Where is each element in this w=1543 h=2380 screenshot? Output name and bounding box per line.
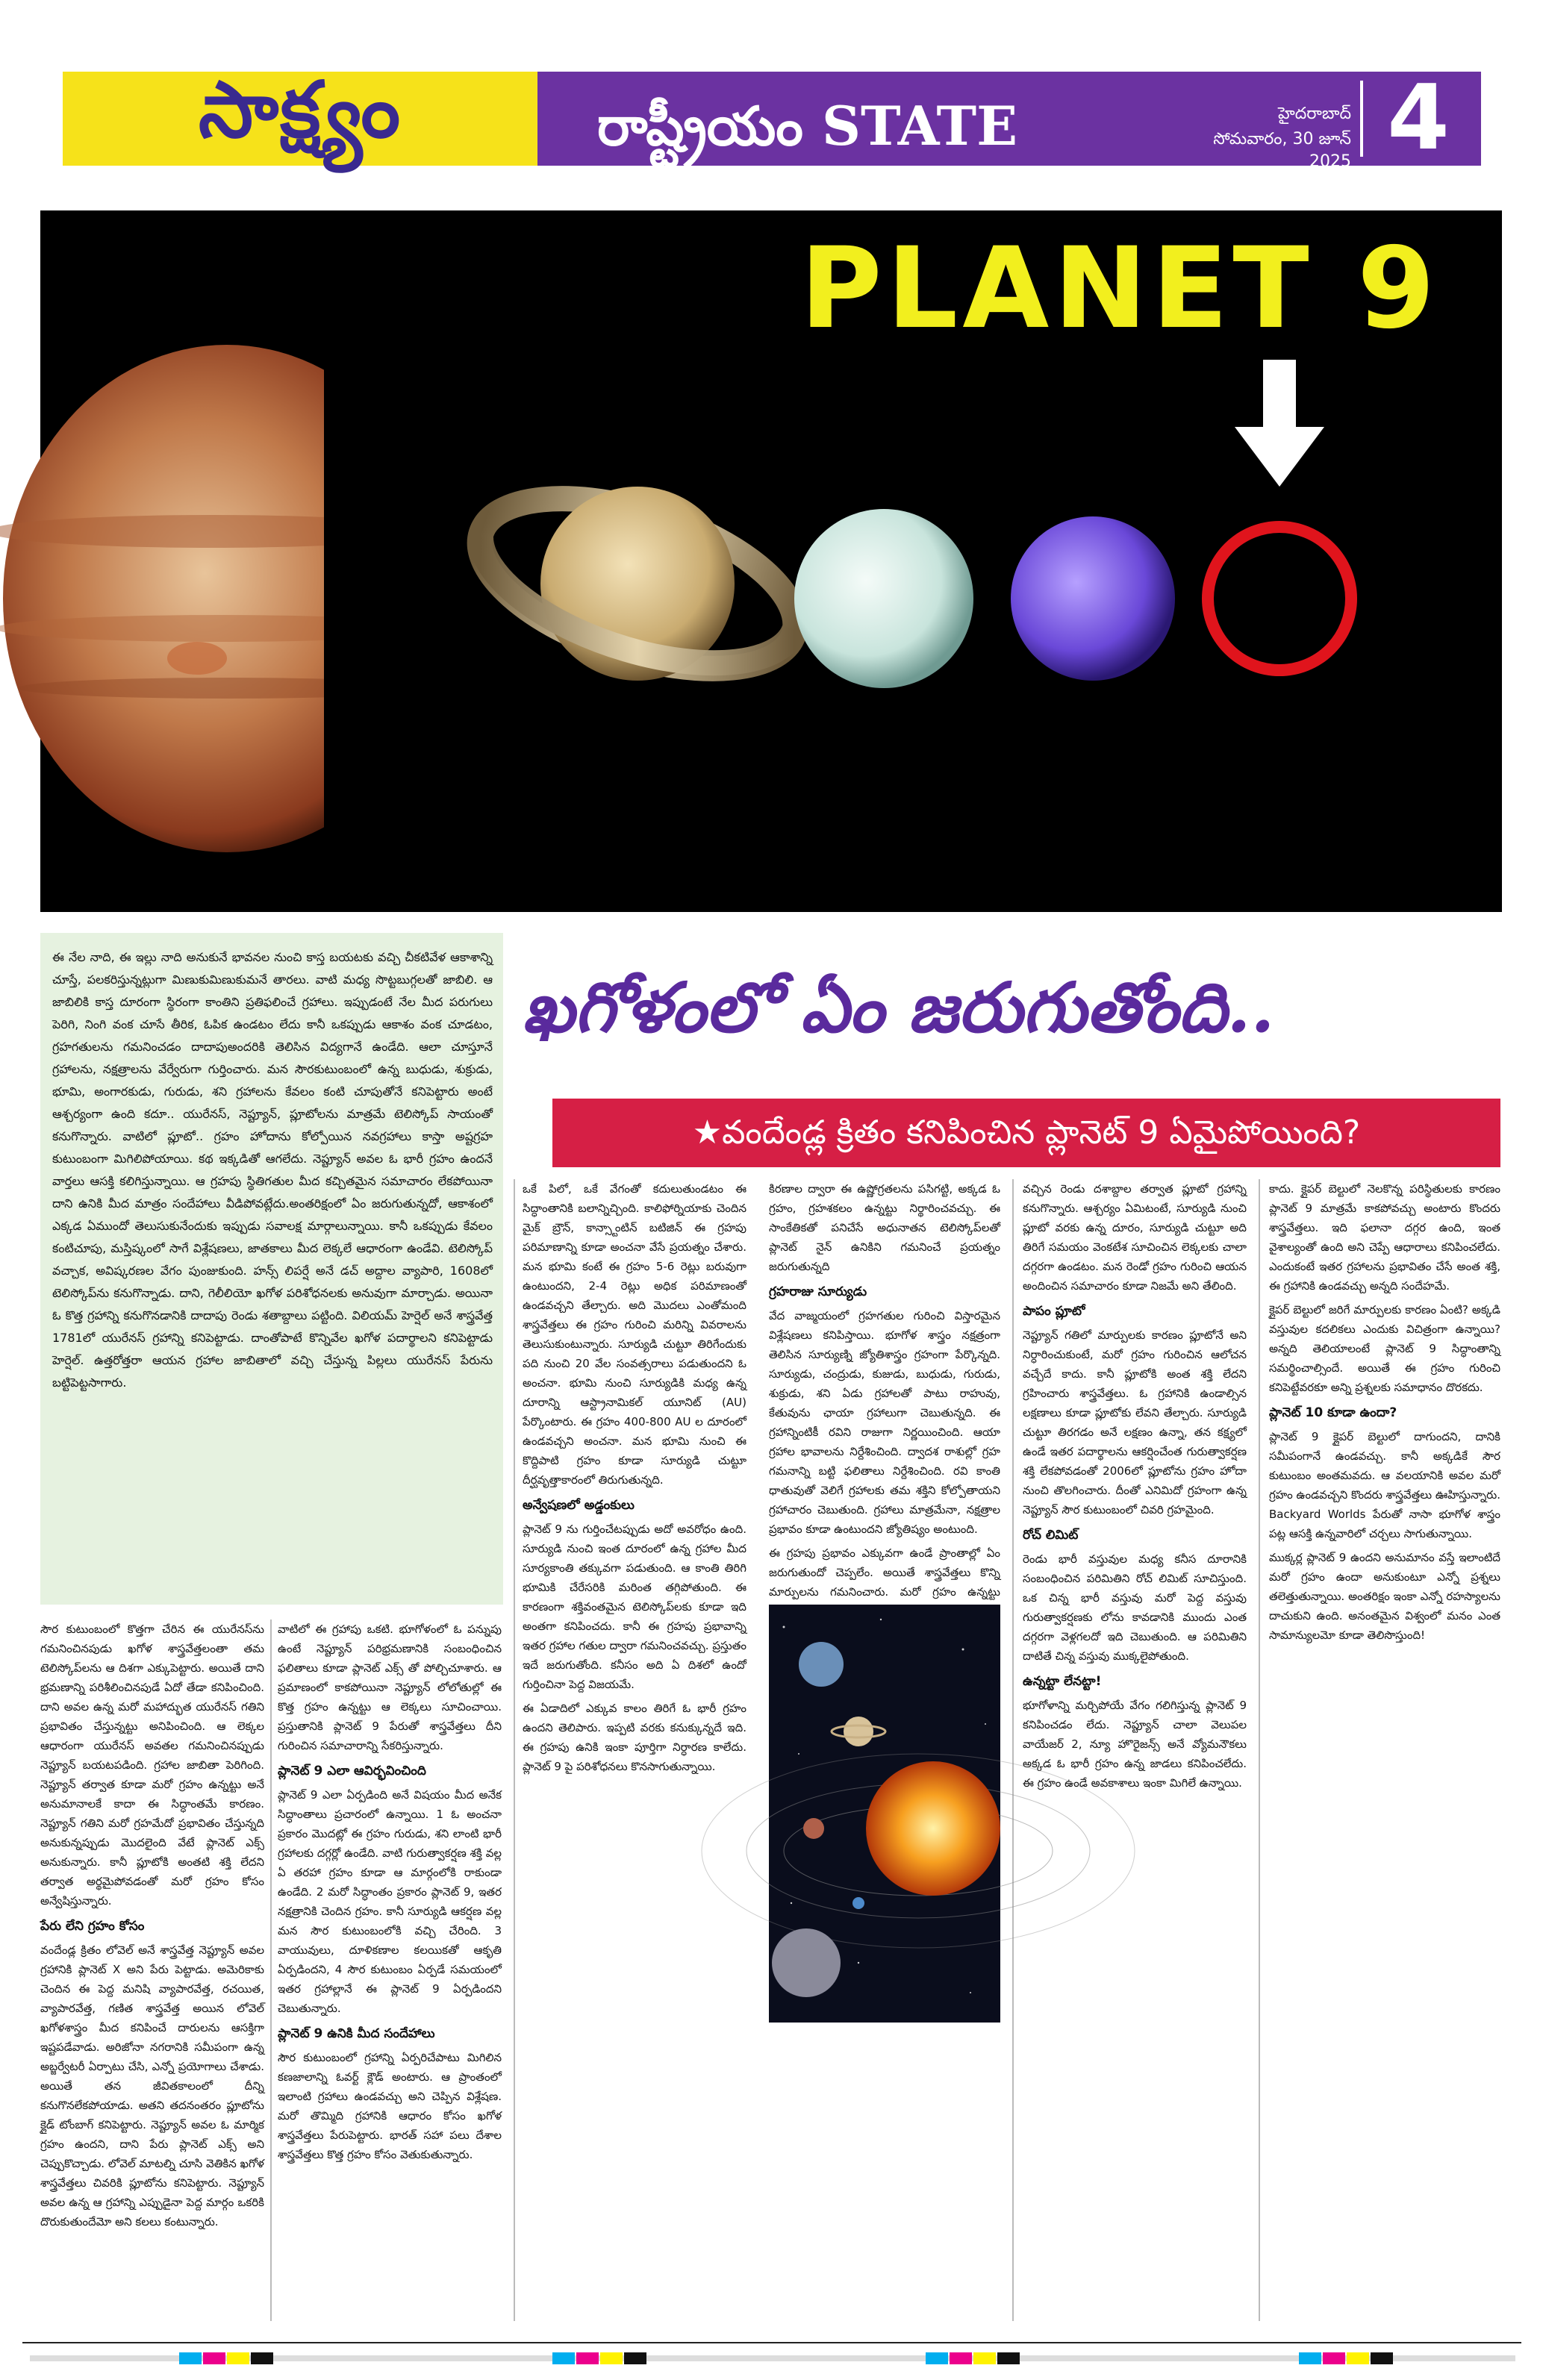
headline: ఖగోళంలో ఏం జరుగుతోంది.. (523, 967, 1275, 1048)
paragraph: క్లైపర్ బెల్టులో జరిగే మార్పులకు కారణం ఏంటి? అక్కడి వస్తువుల కదలికలు ఎందుకు విచిత్రంగా ఉన్నాయి? అన్నది తెలియాలంటే ప్లానెట్ 9 సిద్ధాంతాన్ని సమర్థించాల్సిందే. అయితే ఈ గ్రహం గురించి కనిపెట్టేవరకూ అన్ని ప్రశ్నలకు సమాధానం దొరకదు. (1269, 1303, 1500, 1394)
paragraph: వచ్చిన రెండు దశాబ్దాల తర్వాత ప్లూటో గ్రహాన్ని కనుగొన్నారు. ఆశ్చర్యం ఏమిటంటే, సూర్యుడి నుంచి ప్లూటో వరకు ఉన్న దూరం, సూర్యుడి చుట్టూ అది తిరిగే సమయం వెంకటేశ సూచించిన లెక్కలకు చాలా దగ్గరగా ఉండటం. మన రెండో గ్రహం గురించి ఆయన అందించిన సమాచారం కూడా నిజమే అని తేలింది. (1023, 1182, 1247, 1293)
column-divider (1012, 1179, 1014, 2321)
solar-system-illustration (769, 1605, 1000, 2023)
section-heading: ప్లానెట్ 9 ఎలా ఆవిర్భవించింది (278, 1764, 426, 1778)
planet (852, 1897, 864, 1909)
paragraph: ప్లానెట్ 9 క్లైపర్ బెల్టులో దాగుందని, దానికి సమీపంగానే ఉండవచ్చు. కానీ అక్కడికే సౌర కుటుంబం అంతమవదు. ఆ వలయానికి అవల మరో గ్రహం ఉండవచ్చని కొందరు శాస్త్రవేత్తలు ఊహిస్తున్నారు. Backyard Worlds పేరుతో నాసా భూగోళ శాస్త్రం పట్ల ఆసక్తి ఉన్నవారిలో చర్చలు సాగుతున్నాయి. (1269, 1430, 1500, 1540)
planet (844, 1717, 873, 1746)
paragraph: కాదు. క్లైపర్ బెల్టులో నెలకొన్న పరిస్థితులకు కారణం ప్లానెట్ 9 మాత్రమే కాకపోవచ్చు అంటారు కొందరు శాస్త్రవేత్తలు. ఇది ఫలానా దగ్గర ఉంది, ఇంత వైశాల్యంతో ఉంది అని చెప్పే ఆధారాలు కనిపించలేదు. ఎందుకంటే ఇతర గ్రహాలను ప్రభావితం చేసే అంత శక్తి, ఈ గ్రహానికి ఉండవచ్చు అన్నది సందేహమే. (1269, 1182, 1500, 1293)
paragraph: సౌర కుటుంబంలో గ్రహాన్ని ఏర్పరిచేపాటు మిగిలిన కణజాలాన్ని ఓవర్ట్ క్లౌడ్ అంటారు. ఆ ప్రాంతంలో ఇలాంటి గ్రహాలు ఉండవచ్చు అని చెప్పిన విశ్లేషణ. మరో తొమ్మిది గ్రహానికి ఆధారం కోసం ఖగోళ శాస్త్రవేత్తలు పేరుపెట్టారు. భారత్ సహా పలు దేశాల శాస్త్రవేత్తలు కొత్త గ్రహం కోసం వెతుకుతున్నారు. (278, 2051, 502, 2161)
paragraph: నెప్ట్యూన్ గతిలో మార్పులకు కారణం ప్లూటోనే అని నిర్ధారించుకుంటే, మరో గ్రహం గురించిన ఆలోచన వచ్చేదే కాదు. కానీ ప్లూటోకి అంత శక్తి లేదని గ్రహించారు శాస్త్రవేత్తలు. ఓ గ్రహానికి ఉండాల్సిన లక్షణాలు కూడా ప్లూటోకు లేవని తేల్చారు. సూర్యుడి చుట్టూ తిరగడం అనే లక్షణం ఉన్నా, తన కక్ష్యలో ఉండే ఇతర పదార్థాలను ఆకర్షించేంత గురుత్వాకర్షణ శక్తి లేకపోవడంతో 2006లో ప్లూటోను గ్రహం హోదా నుంచి తొలగించారు. దీంతో ఎనిమిదో గ్రహంగా ఉన్న నెప్ట్యూన్ సౌర కుటుంబంలో చివరి గ్రహమైంది. (1023, 1328, 1247, 1517)
column-divider (514, 1179, 515, 2321)
solar-system-image (769, 1605, 1000, 2023)
section-heading: ప్లానెట్ 10 కూడా ఉందా? (1269, 1405, 1397, 1420)
masthead-logo (63, 63, 537, 166)
section-heading: గ్రహరాజు సూర్యుడు (769, 1284, 867, 1299)
article-column-3 (523, 1179, 746, 2321)
article-column-6 (1269, 1179, 1500, 2321)
column-divider (1259, 1179, 1260, 2321)
logo-text: సాక్ష్యం (198, 63, 402, 155)
uranus (794, 509, 973, 688)
masthead-city: హైదరాబాద్ (1278, 104, 1351, 123)
masthead-divider (1360, 81, 1363, 157)
article-column-2 (278, 1620, 502, 2321)
section-heading: ఉన్నట్టా లేనట్టా! (1023, 1674, 1102, 1689)
masthead-date: సోమవారం, 30 జూన్ 2025 (1213, 130, 1351, 171)
article-column-1 (40, 1620, 264, 2321)
hero-title: PLANET 9 (799, 224, 1440, 354)
color-registration-strip (30, 2351, 1515, 2366)
intro-text: ఈ నేల నాది, ఈ ఇల్లు నాది అనుకునే భావనల నుంచి కాస్త బయటకు వచ్చి చీకటివేళ ఆకాశాన్ని చూస్తే, పలకరిస్తున్నట్లుగా మిణుకుమిణుకుమనే తారలు. వాటి మధ్య సొట్టబుగ్గలతో జాబిలి. ఆ జాబిలికి కాస్త దూరంగా స్థిరంగా కాంతిని ప్రతిఫలించే గ్రహాలు. ఇప్పుడంటే నేల మీద పరుగులు పెరిగి, నింగి వంక చూసే తీరిక, ఓపిక ఉండటం లేదు కానీ ఒకప్పుడు ఆకాశం వంక చూడటం, గ్రహగతులను గమనించడం దాదాపుఅందరికి తెలిసిన విద్యగానే ఉండేది. ఆలా చూస్తూనే గ్రహాలను, నక్షత్రాలను వేర్వేరుగా గుర్తించారు. మన సౌరకుటుంబంలో ఉన్న బుధుడు, శుక్రుడు, భూమి, అంగారకుడు, గురుడు, శని గ్రహాలను కేవలం కంటి చూపుతోనే కనిపెట్టారు అంటే ఆశ్చర్యంగా ఉంది కదూ.. యురేనస్, నెప్ట్యూన్, ప్లూటోలను మాత్రమే టెలిస్కోప్ సాయంతో కనుగొన్నారు. వాటిలో ప్లూటో.. గ్రహం హోదాను కోల్పోయిన నవగ్రహాలు కాస్తా అష్టగ్రహ కుటుంబంగా మిగిలిపోయాయి. కథ ఇక్కడితో ఆగలేదు. నెప్ట్యూన్ అవల ఓ భారీ గ్రహం ఉందనే వార్తలు ఆసక్తి కలిగిస్తున్నాయి. ఆ గ్రహపు స్థితిగతుల మీద కచ్చితమైన సమాచారం లేకపోయినా దాని ఉనికి మీద మాత్రం సందేహాలు వీడిపోవట్లేదు.అంతరిక్షంలో ఏం జరుగుతున్నదో, ఆకాశంలో ఎక్కడ ఏముందో తెలుసుకునేందుకు ఇప్పుడు సవాలక్ష మార్గాలున్నాయి. కానీ ఒకప్పుడు కేవలం కంటిచూపు, మస్తిష్కంలో సాగే విశ్లేషణలు, జాతకాలు మీద లెక్కలే ఆధారంగా ఉండేవి. టెలిస్కోప్ వచ్చాక, అవిష్కరణల వేగం పుంజుకుంది. హన్స్ లిపర్షే అనే డచ్ అద్దాల వ్యాపారి, 1608లో టెలిస్కోప్‌ను కనుగొన్నాడు. దాని, గెలీలియో ఖగోళ పరిశోధనలకు అనువుగా మార్చాడు. అయినా ఓ కొత్త గ్రహాన్ని కనుగొనడానికి దాదాపు రెండు శతాబ్దాలు పట్టింది. విలియమ్ హెర్షెల్ అనే శాస్త్రవేత్త 1781లో యురేనస్ గ్రహాన్ని కనిపెట్టాడు. దాంతోపాటే కొన్నివేల ఖగోళ పదార్థాలని కనిపెట్టాడు హెర్షెల్. ఉత్తరోత్తరా ఆయన గ్రహాల జాబితాలో వచ్చి చేస్తున్న పిల్లలు యురేనస్ పేరును బట్టిపెట్టసాగారు. (52, 950, 493, 1390)
planet (803, 1818, 824, 1839)
section-title: రాష్ట్రీయం STATE (597, 94, 1017, 157)
article-column-5 (1023, 1179, 1247, 2321)
paragraph: ఈ గ్రహపు ప్రభావం ఎక్కువగా ఉండే ప్రాంతాల్లో ఏం జరుగుతుందో చెప్పలేం. అయితే శాస్త్రవేత్తలు కొన్ని మార్పులను గమనించారు. మరో గ్రహం ఉన్నట్టు (769, 1546, 1000, 1599)
paragraph: రెండు భారీ వస్తువుల మధ్య కనీస దూరానికి సంబంధించిన పరిమితిని రోచ్ లిమిట్ సూచిస్తుంది. ఒక చిన్న భారీ వస్తువు మరో పెద్ద వస్తువు గురుత్వాకర్షణకు లోను కావడానికి ముందు ఎంత దగ్గరగా వెళ్లగలదో ఇది చెబుతుంది. ఆ పరిమితిని దాటితే చిన్న వస్తువు ముక్కలైపోతుంది. (1023, 1552, 1247, 1663)
section-heading: పాపం ప్లూటో (1023, 1304, 1085, 1319)
section-heading: అన్వేషణలో అడ్డంకులు (523, 1498, 635, 1513)
paragraph: వందేండ్ల క్రితం లోవెల్ అనే శాస్త్రవేత్త నెప్ట్యూన్ అవల గ్రహానికి ప్లానెట్ X అని పేరు పెట్టాడు. అమెరికాకు చెందిన ఈ పెద్ద మనిషి వ్యాపారవేత్త, రచయిత, వ్యాపారవేత్త, గణిత శాస్త్రవేత్త అయిన లోవెల్ ఖగోళశాస్త్రం మీద కనిపించే దారులను ఆసక్తిగా ఇష్టపడేవాడు. అరిజోనా నగరానికి సమీపంగా ఉన్న అబ్జర్వేటరీ ఏర్పాటు చేసి, ఎన్నో ప్రయోగాలు చేశాడు. అయితే తన జీవితకాలంలో దీన్ని కనుగొనలేకపోయాడు. అతని తదనంతరం ప్లూటోను క్లైడ్ టోంబాగ్ కనిపెట్టారు. నెప్ట్యూన్ అవల ఓ మార్మిక గ్రహం ఉందని, దాని పేరు ప్లానెట్ ఎక్స్ అని చెప్పుకొచ్చాడు. లోవెల్ మాటల్ని చూసి వెతికిన ఖగోళ శాస్త్రవేత్తలు చివరికి ప్లూటోను కనిపెట్టారు. నెప్ట్యూన్ అవల ఉన్న ఆ గ్రహాన్ని ఎప్పుడైనా పెద్ద మార్గం ఒకరికి దొరుకుతుందేమో అని కలలు కంటున్నారు. (40, 1943, 264, 2228)
paragraph: కిరణాల ద్వారా ఈ ఉష్ణోగ్రతలను పసిగట్టి, అక్కడ ఓ గ్రహం, గ్రహశకలం ఉన్నట్టు నిర్థారించవచ్చు. ఈ సాంకేతికతో పనిచేసే అధునాతన టెలిస్కోప్‌లతో ప్లానెట్ నైన్ ఉనికిని గమనించే ప్రయత్నం జరుగుతున్నది (769, 1182, 1000, 1273)
paragraph: ప్లానెట్ 9 ను గుర్తించేటప్పుడు అదో అవరోధం ఉంది. సూర్యుడి నుంచి ఇంత దూరంలో ఉన్న గ్రహాల మీద సూర్యకాంతి తక్కువగా పడుతుంది. ఆ కాంతి తిరిగి భూమికి చేరేసరికి మరింత తగ్గిపోతుంది. ఈ కారణంగా శక్తివంతమైన టెలిస్కోప్‌లకు కూడా ఇది అంతగా కనిపించదు. కానీ ఈ గ్రహపు ప్రభావాన్ని ఇతర గ్రహాల గతుల ద్వారా గమనించవచ్చు. ప్రస్తుతం ఇదే జరుగుతోంది. కనీసం అది ఏ దిశలో ఉందో గుర్తించినా పెద్ద విజయమే. (523, 1522, 746, 1691)
subheadline: ★వందేండ్ల క్రితం కనిపించిన ప్లానెట్ 9 ఏమైపోయింది? (552, 1099, 1500, 1167)
paragraph: సౌర కుటుంబంలో కొత్తగా చేరిన ఈ యురేనస్‌ను గమనించినపుడు ఖగోళ శాస్త్రవేత్తలంతా తమ టెలిస్కోప్‌లను ఆ దిశగా ఎక్కుపెట్టారు. అయితే దాని భ్రమణాన్ని పరిశీలించినపుడే ఏదో తేడా కనిపించింది. దాని అవల ఉన్న మరో మహాద్భుత యురేనస్ గతిని ప్రభావితం చేస్తున్నట్టు అనిపించింది. ఆ లెక్కల ఆధారంగా యురేనస్ అవతల గమనించినప్పుడు నెప్ట్యూన్ బయటపడింది. గ్రహాల జాబితా పెరిగింది. నెప్ట్యూన్ తర్వాత కూడా మరో గ్రహం ఉన్నట్టు అనే అనుమానాలకే కాదా ఈ సిద్ధాంతమే కారణం. నెప్ట్యూన్ గతిని మరో గ్రహమేదో ప్రభావితం చేస్తున్నది అనుకున్నప్పుడు మొదలైంది వేటే ప్లానెట్ ఎక్స్ అనుకున్నారు. కానీ ప్లూటోకి అంతటి శక్తి లేదని తర్వాత అర్థమైపోవడంతో మరో గ్రహం కోసం అన్వేషిస్తున్నారు. (40, 1622, 264, 1908)
section-heading: రోచ్ లిమిట్ (1023, 1528, 1079, 1543)
footer-rule (22, 2342, 1521, 2343)
paragraph: ప్లానెట్ 9 ఎలా ఏర్పడింది అనే విషయం మీద అనేక సిద్ధాంతాలు ప్రచారంలో ఉన్నాయి. 1 ఓ అంచనా ప్రకారం మొదట్లో ఈ గ్రహం గురుడు, శని లాంటి భారీ గ్రహాలకు దగ్గర్లో ఉండేది. వాటి గురుత్వాకర్షణ శక్తి వల్ల ఏ తరహా గ్రహం కూడా ఆ మార్గంలోకి రాకుండా ఉండేది. 2 మరో సిద్ధాంతం ప్రకారం ప్లానెట్ 9, ఇతర నక్షత్రానికి చెందిన గ్రహం. కానీ సూర్యుడి ఆకర్షణ వల్ల మన సౌర కుటుంబంలోకి వచ్చి చేరింది. 3 వాయువులు, దూళికణాల కలయికతో ఆకృతి ఏర్పడిందని, 4 సౌర కుటుంబం ఏర్పడే సమయంలో ఇతర గ్రహాల్లానే ఈ ప్లానెట్ 9 ఏర్పడిందని చెబుతున్నారు. (278, 1788, 502, 2015)
paragraph: భూగోళాన్ని మర్చిపోయే వేగం గలిగిస్తున్న ప్లానెట్ 9 కనిపించడం లేదు. నెప్ట్యూన్ చాలా వెలుపల వాయేజర్ 2, న్యూ హొరైజన్స్ అనే వ్యోమనౌకలు అక్కడ ఓ భారీ గ్రహం ఉన్న జాడలు కనిపించలేదు. ఈ గ్రహం ఉండే అవకాశాలు ఇంకా మిగిలే ఉన్నాయి. (1023, 1699, 1247, 1790)
planet (772, 1928, 841, 1997)
neptune (1011, 516, 1175, 681)
page-number: 4 (1387, 66, 1450, 170)
sun (866, 1761, 1000, 1896)
paragraph: ఒకే పిలో, ఒకే వేగంతో కదులుతుండటం ఈ సిద్ధాంతానికి బలాన్నిచ్చింది. కాలిఫోర్నియాకు చెందిన మైక్ బ్రౌన్, కాన్స్టాంటిన్ బటిజిన్ ఈ గ్రహపు పరిమాణాన్ని కూడా అంచనా వేసే ప్రయత్నం చేశారు. మన భూమి కంటే ఈ గ్రహం 5-6 రెట్లు బరువుగా ఉంటుందని, 2-4 రెట్లు అధిక పరిమాణంతో ఉండవచ్చని తేల్చారు. అది మొదలు ఎంతోమంది శాస్త్రవేత్తలు ఈ గ్రహం గురించి మరిన్ని వివరాలను తెలుసుకుంటున్నారు. సూర్యుడి చుట్టూ తిరిగేందుకు పది నుంచి 20 వేల సంవత్సరాలు పడుతుందని ఓ అంచనా. భూమి నుంచి సూర్యుడికి మధ్య ఉన్న దూరాన్ని ఆస్ట్రానామికల్ యూనిట్ (AU) పేర్కొంటారు. ఈ గ్రహం 400-800 AU ల దూరంలో ఉండవచ్చని అంచనా. మన భూమి నుంచి ఈ కొద్దిపాటి గ్రహం కూడా సూర్యుడి చుట్టూ దీర్ఘవృత్తాకారంలో తిరుగుతున్నది. (523, 1182, 746, 1487)
paragraph: ముక్కర్ల ప్లానెట్ 9 ఉందని అనుమానం వస్తే ఇలాంటిదే మరో గ్రహం ఉందా అనుకుంటూ ఎన్నో ప్రశ్నలు తలెత్తుతున్నాయి. అంతరిక్షం ఇంకా ఎన్నో రహస్యాలను దాచుకుని ఉంది. అనంతమైన విశ్వంలో మనం ఎంత సామాన్యులమో కూడా తెలిసొస్తుంది! (1269, 1551, 1500, 1642)
column-divider (270, 1620, 272, 2321)
section-heading: ప్లానెట్ 9 ఉనికి మీద సందేహాలు (278, 2026, 435, 2041)
paragraph: వాటిలో ఈ గ్రహాపు ఒకటి. భూగోళంలో ఓ పన్నుపు ఉంటే నెప్ట్యూన్ పరిభ్రమణానికి సంబంధించిన ఫలితాలు కూడా ప్లానెట్ ఎక్స్ తో పోల్చిచూశారు. ఆ ప్రమాణంలో కాకపోయినా నెప్ట్యూన్ లోలోతుల్లో ఈ కొత్త గ్రహం ఉన్నట్టు ఆ లెక్కలు సూచించాయి. ప్రస్తుతానికి ప్లానెట్ 9 పేరుతో శాస్త్రవేత్తలు దీని గురించిన సమాచారాన్ని సేకరిస్తున్నారు. (278, 1622, 502, 1752)
paragraph: ఈ ఏడాదిలో ఎక్కువ కాలం తిరిగే ఓ భారీ గ్రహం ఉందని తెలిపారు. ఇప్పటి వరకు కనుక్కున్నదే ఇది. ఈ గ్రహపు ఉనికి ఇంకా పూర్తిగా నిర్ధారణ కాలేదు. ప్లానెట్ 9 పై పరిశోధనలు కొనసాగుతున్నాయి. (523, 1702, 746, 1773)
paragraph: వేద వాజ్మయంలో గ్రహగతుల గురించి విస్తారమైన విశ్లేషణలు కనిపిస్తాయి. భూగోళ శాస్త్రం నక్షత్రంగా తెలిసిన సూర్యుణ్ని జ్యోతిశాస్త్రం గ్రహంగా పేర్కొన్నది. సూర్యుడు, చంద్రుడు, కుజుడు, బుధుడు, గురుడు, శుక్రుడు, శని ఏడు గ్రహాలతో పాటు రాహువు, కేతువును ఛాయా గ్రహాలుగా చెబుతున్నది. ఈ గ్రహాన్నింటికీ రవిని రాజుగా నిర్ణయించింది. ఆయా గ్రహాల భావాలను నిర్దేశించింది. ద్వాదశ రాశుల్లో గ్రహ గమనాన్ని బట్టి ఫలితాలు నిర్దేశించింది. రవి కాంతి ధాతువుతో వెలిగే గ్రహాలకు తమ శక్తిని కోల్పోతాయని గ్రహాచారం చెబుతుంది. గ్రహాలు మాత్రమేనా, నక్షత్రాల ప్రభావం కూడా ఉంటుందని జ్యోతిష్యం అంటుంది. (769, 1309, 1000, 1536)
planet (799, 1642, 844, 1687)
article-column-4 (769, 1179, 1000, 1597)
section-heading: పేరు లేని గ్రహం కోసం (40, 1919, 145, 1934)
